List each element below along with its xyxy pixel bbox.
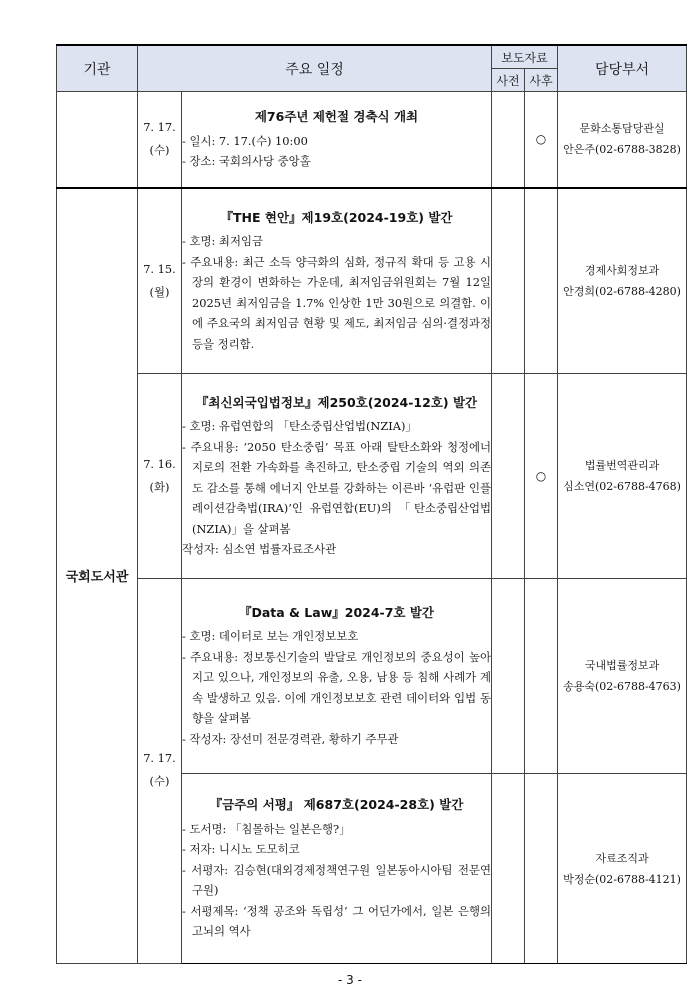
event-content	[182, 188, 492, 374]
table-row	[57, 374, 687, 579]
event-line: - 서평자: 김승현(대외경제정책연구원 일본동아시아팀 전문연구원)	[182, 862, 492, 898]
date: 7. 17.	[143, 120, 176, 135]
dept-name: 법률번역관리과	[584, 459, 660, 472]
pre-mark	[492, 374, 525, 579]
dept-cell	[558, 92, 687, 188]
pre-mark	[492, 92, 525, 188]
post-mark	[525, 188, 558, 374]
dept-contact: 심소연(02-6788-4768)	[563, 480, 681, 493]
date: 7. 15.	[143, 261, 176, 276]
table-row	[57, 92, 687, 188]
dept-cell	[558, 374, 687, 579]
event-content	[182, 579, 492, 774]
day: (수)	[149, 774, 170, 788]
dept-name: 자료조직과	[595, 851, 649, 865]
table-row	[57, 579, 687, 774]
day: (월)	[149, 284, 170, 299]
table-row	[57, 188, 687, 374]
post-mark	[525, 774, 558, 964]
dept-contact: 박정순(02-6788-4121)	[563, 872, 681, 886]
pre-mark	[492, 188, 525, 374]
event-content	[182, 374, 492, 579]
org-name: 국회도서관	[57, 188, 138, 964]
event-line: - 호명: 유럽연합의 「탄소중립산업법(NZIA)」	[182, 419, 417, 433]
event-title: 『금주의 서평』 제687호(2024-28호) 발간	[209, 797, 464, 813]
dept-cell	[558, 774, 687, 964]
date-cell	[138, 92, 182, 188]
dept-cell	[558, 579, 687, 774]
header-schedule: 주요 일정	[138, 45, 492, 92]
dept-contact: 송용숙(02-6788-4763)	[563, 680, 681, 693]
event-content	[182, 92, 492, 188]
event-title: 『최신외국입법정보』제250호(2024-12호) 발간	[195, 394, 478, 410]
dept-contact: 안은주(02-6788-3828)	[563, 143, 681, 157]
post-mark: ○	[525, 374, 558, 579]
event-title: 『Data & Law』2024-7호 발간	[238, 604, 435, 620]
dept-name: 국내법률정보과	[584, 659, 660, 672]
event-line: - 장소: 국회의사당 중앙홀	[182, 154, 311, 168]
event-line: - 저자: 니시노 도모히코	[182, 842, 300, 857]
event-title: 제76주년 제헌절 경축식 개최	[254, 109, 419, 124]
event-author: 작성자: 심소연 법률자료조사관	[182, 542, 337, 556]
dept-name: 경제사회정보과	[584, 263, 660, 277]
event-line: - 주요내용: ‘2050 탄소중립’ 목표 아래 탈탄소화와 청정에너지로의 전환 가속화를 촉진하고, 탄소중립 기술의 역외 의존도 감소를 통해 에너지 안보를 강화하는 이른바 ‘유럽판 인플레이션감축법(IRA)’인 유럽연합(EU)의 「탄소중립산업법(NZIA)」을 살펴봄	[182, 439, 492, 536]
event-line: - 호명: 데이터로 보는 개인정보보호	[182, 629, 359, 644]
schedule-table	[56, 44, 687, 964]
date-cell	[138, 579, 182, 964]
pre-mark	[492, 579, 525, 774]
dept-name: 문화소통담당관실	[579, 122, 665, 136]
day: (수)	[149, 143, 170, 158]
header-post: 사후	[525, 69, 558, 92]
pre-mark	[492, 774, 525, 964]
date-cell	[138, 374, 182, 579]
date: 7. 17.	[143, 751, 176, 765]
post-mark	[525, 579, 558, 774]
event-line: - 주요내용: 최근 소득 양극화의 심화, 정규직 확대 등 고용 시장의 환경이 변화하는 가운데, 최저임금위원회는 7월 12일 2025년 최저임금을 1.7% 인상한 1만 30원으로 의결함. 이에 주요국의 최저임금 현황 및 제도, 최저임금 심의·결정과정 등을 정리함.	[182, 254, 492, 351]
org-cell-empty	[57, 92, 138, 188]
event-line: - 작성자: 장선미 전문경력관, 황하기 주무관	[182, 731, 399, 746]
dept-contact: 안경희(02-6788-4280)	[563, 284, 681, 298]
post-mark: ○	[525, 92, 558, 188]
page-number: - 3 -	[338, 973, 362, 987]
event-line: - 주요내용: 정보통신기술의 발달로 개인정보의 중요성이 높아지고 있으나, 개인정보의 유출, 오용, 남용 등 침해 사례가 계속 발생하고 있음. 이에 개인정보보호 관련 데이터와 입법 동향을 살펴봄	[182, 649, 492, 726]
dept-cell	[558, 188, 687, 374]
header-dept: 담당부서	[558, 45, 687, 92]
header-org: 기관	[57, 45, 138, 92]
day: (화)	[149, 480, 170, 494]
date-cell	[138, 188, 182, 374]
header-pre: 사전	[492, 69, 525, 92]
event-title: 『THE 현안』제19호(2024-19호) 발간	[220, 209, 453, 225]
header-press: 보도자료	[492, 45, 558, 69]
event-line: - 서평제목: ‘정책 공조와 독립성’ 그 어딘가에서, 일본 은행의 고뇌의 역사	[182, 903, 492, 939]
event-line: - 일시: 7. 17.(수) 10:00	[182, 133, 308, 148]
event-line: - 호명: 최저임금	[182, 234, 263, 248]
date: 7. 16.	[143, 457, 176, 471]
event-line: - 도서명: 「침몰하는 일본은행?」	[182, 821, 351, 836]
event-content	[182, 774, 492, 964]
